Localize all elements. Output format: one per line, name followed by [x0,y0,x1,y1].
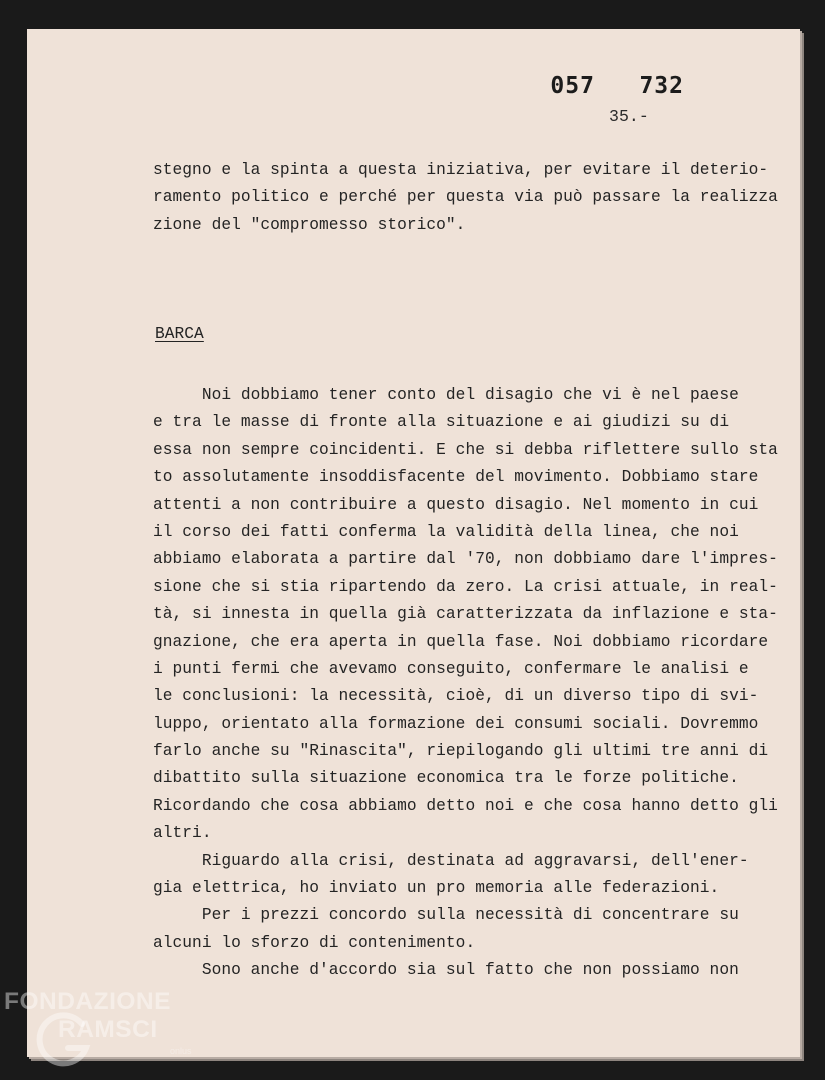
fondazione-gramsci-watermark [4,988,214,1073]
text-line: Riguardo alla crisi, destinata ad aggravarsi, dell'ener- [153,851,749,870]
text-line: attenti a non contribuire a questo disagio. Nel momento in cui [153,495,759,514]
text-line: le conclusioni: la necessità, cioè, di un diverso tipo di svi- [153,687,759,706]
text-line: alcuni lo sforzo di contenimento. [153,933,476,952]
text-line: zione del "compromesso storico". [153,215,466,234]
text-line: essa non sempre coincidenti. E che si debba riflettere sullo sta [153,440,778,459]
text-line: i punti fermi che avevamo conseguito, confermare le analisi e [153,659,749,678]
document-page [27,29,800,1057]
text-line: dibattito sulla situazione economica tra le forze politiche. [153,769,739,788]
text-line: abbiamo elaborata a partire dal '70, non dobbiamo dare l'impres- [153,550,778,569]
watermark-line-2: RAMSCI [58,1016,158,1043]
watermark-line-1: FONDAZIONE [4,988,171,1015]
text-line: sione che si stia ripartendo da zero. La crisi attuale, in real- [153,577,778,596]
text-line: gia elettrica, ho inviato un pro memoria alle federazioni. [153,879,720,898]
text-line: gnazione, che era aperta in quella fase. Noi dobbiamo ricordare [153,632,769,651]
show-through-text [207,254,767,332]
text-line: stegno e la spinta a questa iniziativa, per evitare il deterio- [153,161,769,179]
watermark-onlus: onlus [170,1046,192,1056]
text-line: il corso dei fatti conferma la validità della linea, che noi [153,522,739,541]
text-line: Ricordando che cosa abbiamo detto noi e che cosa hanno detto gli [153,796,778,815]
page-number: 35.- [609,107,649,126]
paragraph-continuation [153,157,793,239]
text-line: tà, si innesta in quella già caratterizzata da inflazione e sta- [153,605,778,624]
text-line: Per i prezzi concordo sulla necessità di concentrare su [153,906,739,925]
text-line: to assolutamente insoddisfacente del movimento. Dobbiamo stare [153,468,759,487]
text-line: luppo, orientato alla formazione dei consumi sociali. Dovremmo [153,714,759,733]
text-line: altri. [153,824,212,843]
text-line: ramento politico e perché per questa via può passare la realizza [153,188,778,207]
text-line: Noi dobbiamo tener conto del disagio che vi è nel paese [153,386,739,404]
text-line: Sono anche d'accordo sia sul fatto che non possiamo non [153,961,739,980]
speech-body [153,382,793,985]
speaker-heading: BARCA [155,325,204,343]
text-line: farlo anche su "Rinascita", riepilogando gli ultimi tre anni di [153,742,769,761]
text-line: e tra le masse di fronte alla situazione e ai giudizi su di [153,413,730,432]
archive-number: 057 732 [550,73,684,99]
